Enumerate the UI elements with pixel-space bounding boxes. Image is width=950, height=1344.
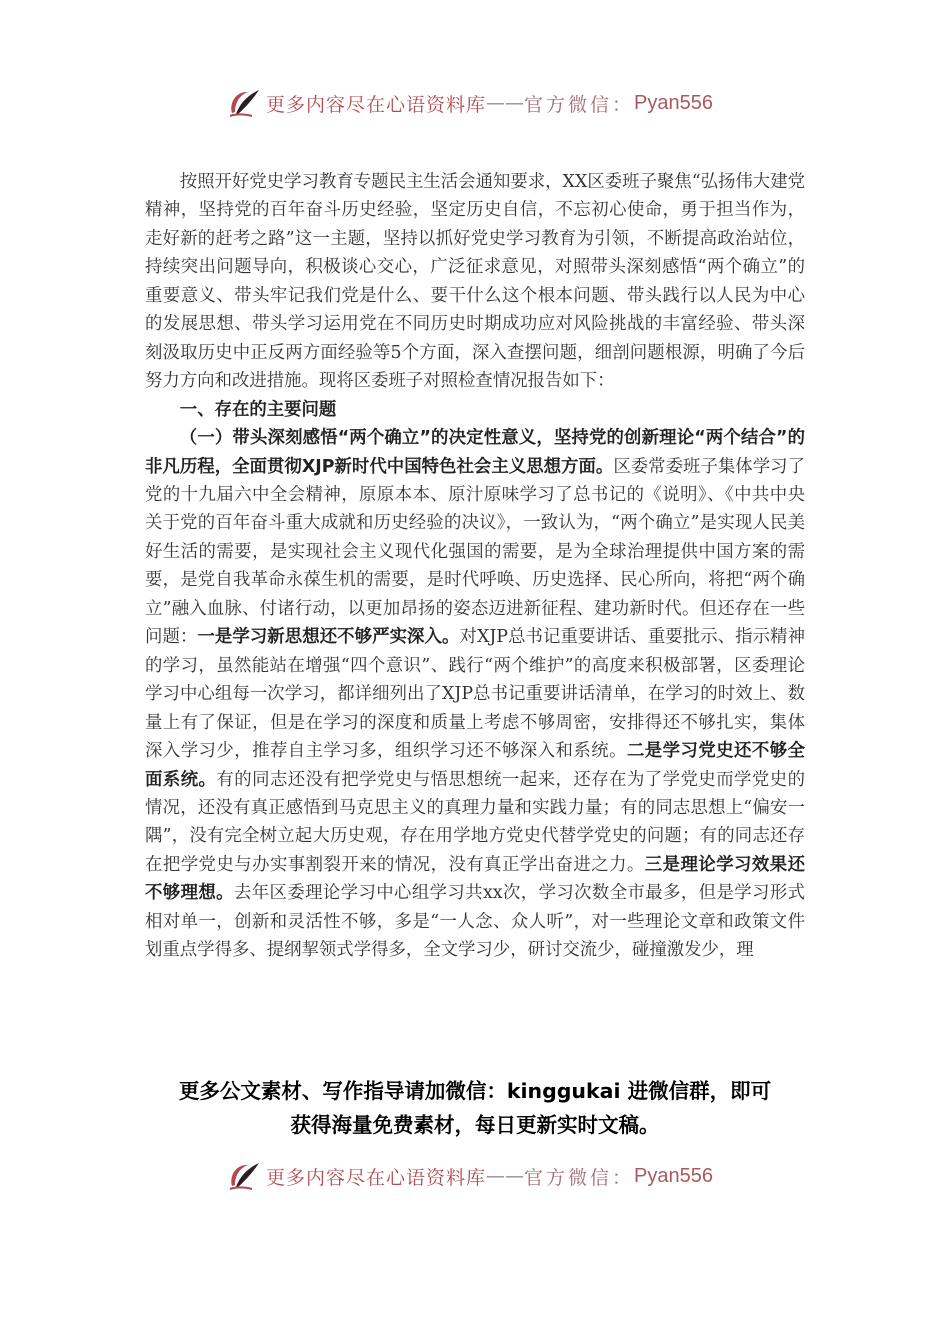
main-paragraph xyxy=(145,424,805,965)
wechat-label: 官方微信： xyxy=(524,93,635,116)
point-one-title: 一是学习新思想还不够严实深入。 xyxy=(197,627,460,648)
point-one-text: 对XJP总书记重要讲话、重要批示、指示精神的学习，虽然能站在增强“四个意识”、践行“两个维护”的高度来积极部署，区委理论学习中心组每一次学习，都详细列出了XJP总书记重要讲话清单，在学习的时效上、数量上有了保证，但是在学习的深度和质量上考虑不够周密，安排得还不够扎实，集体深入学习少，推荐自主学习多，组织学习还不够深入和系统。 xyxy=(145,627,805,762)
paragraph-text: 区委常委班子集体学习了党的十九届六中全会精神，原原本本、原汁原味学习了总书记的《说明》、《中共中央关于党的百年奋斗重大成就和历史经验的决议》，一致认为，“两个确立”是实现人民美好生活的需要，是实现社会主义现代化强国的需要，是为全球治理提供中国方案的需要，是党自我革命永葆生机的需要，是时代呼唤、历史选择、民心所向，将把“两个确立”融入血脉、付诸行动，以更加昂扬的姿态迈进新征程、建功新时代。但还存在一些问题： xyxy=(145,456,805,648)
point-three-text: 去年区委理论学习中心组学习共xx次，学习次数全市最多，但是学习形式相对单一，创新和灵活性不够，多是“一人念、众人听”，对一些理论文章和政策文件划重点学得多、提纲挈领式学得多，全文学习少，研讨交流少，碰撞激发少，理 xyxy=(145,883,805,961)
quill-logo-icon xyxy=(226,1158,262,1194)
wechat-id: Pyan556 xyxy=(634,91,713,114)
brand-text: 更多内容尽在心语资料库 xyxy=(266,1166,487,1189)
section-heading: 一、存在的主要问题 xyxy=(179,399,337,420)
brand-text: 更多内容尽在心语资料库 xyxy=(266,93,487,116)
wechat-label: 官方微信： xyxy=(524,1166,635,1189)
brand-separator: —— xyxy=(486,1165,525,1187)
point-two-title: 二是学习党史还不够全面系统。 xyxy=(145,741,805,790)
promo-line-2: 获得海量免费素材，每日更新实时文稿。 xyxy=(290,1113,660,1137)
wechat-id: Pyan556 xyxy=(634,1164,713,1187)
footer-watermark xyxy=(226,1157,713,1195)
point-two-text: 有的同志还没有把学党史与悟思想统一起来，还存在为了学党史而学党史的情况，还没有真正感悟到马克思主义的真理力量和实践力量；有的同志思想上“偏安一隅”，没有完全树立起大历史观，存在用学地方党史代替学党史的问题；有的同志还存在把学党史与办实事割裂开来的情况，没有真正学出奋进之力。 xyxy=(145,769,805,875)
intro-paragraph: 按照开好党史学习教育专题民主生活会通知要求，XX区委班子聚焦“弘扬伟大建党精神，坚持党的百年奋斗历史经验，坚定历史自信，不忘初心使命，勇于担当作为，走好新的赶考之路”这一主题，坚持以抓好党史学习教育为引领，不断提高政治站位，持续突出问题导向，积极谈心交心，广泛征求意见，对照带头深刻感悟“两个确立”的重要意义、带头牢记我们党是什么、要干什么这个根本问题、带头践行以人民为中心的发展思想、带头学习运用党在不同历史时期成功应对风险挑战的丰富经验、带头深刻汲取历史中正反两方面经验等5个方面，深入查摆问题，细剖问题根源，明确了今后努力方向和改进措施。现将区委班子对照检查情况报告如下： xyxy=(145,172,805,392)
sub-heading: （一）带头深刻感悟“两个确立”的决定性意义，坚持党的创新理论“两个结合”的非凡历程，全面贯彻XJP新时代中国特色社会主义思想方面。 xyxy=(145,428,805,477)
promo-notice xyxy=(100,1074,850,1142)
quill-logo-icon xyxy=(226,85,262,121)
header-watermark xyxy=(226,84,713,122)
document-body xyxy=(145,168,805,965)
point-three-title: 三是理论学习效果还不够理想。 xyxy=(145,854,805,904)
promo-line-1: 更多公文素材、写作指导请加微信：kinggukai 进微信群，即可 xyxy=(178,1079,772,1103)
brand-separator: —— xyxy=(486,92,525,114)
